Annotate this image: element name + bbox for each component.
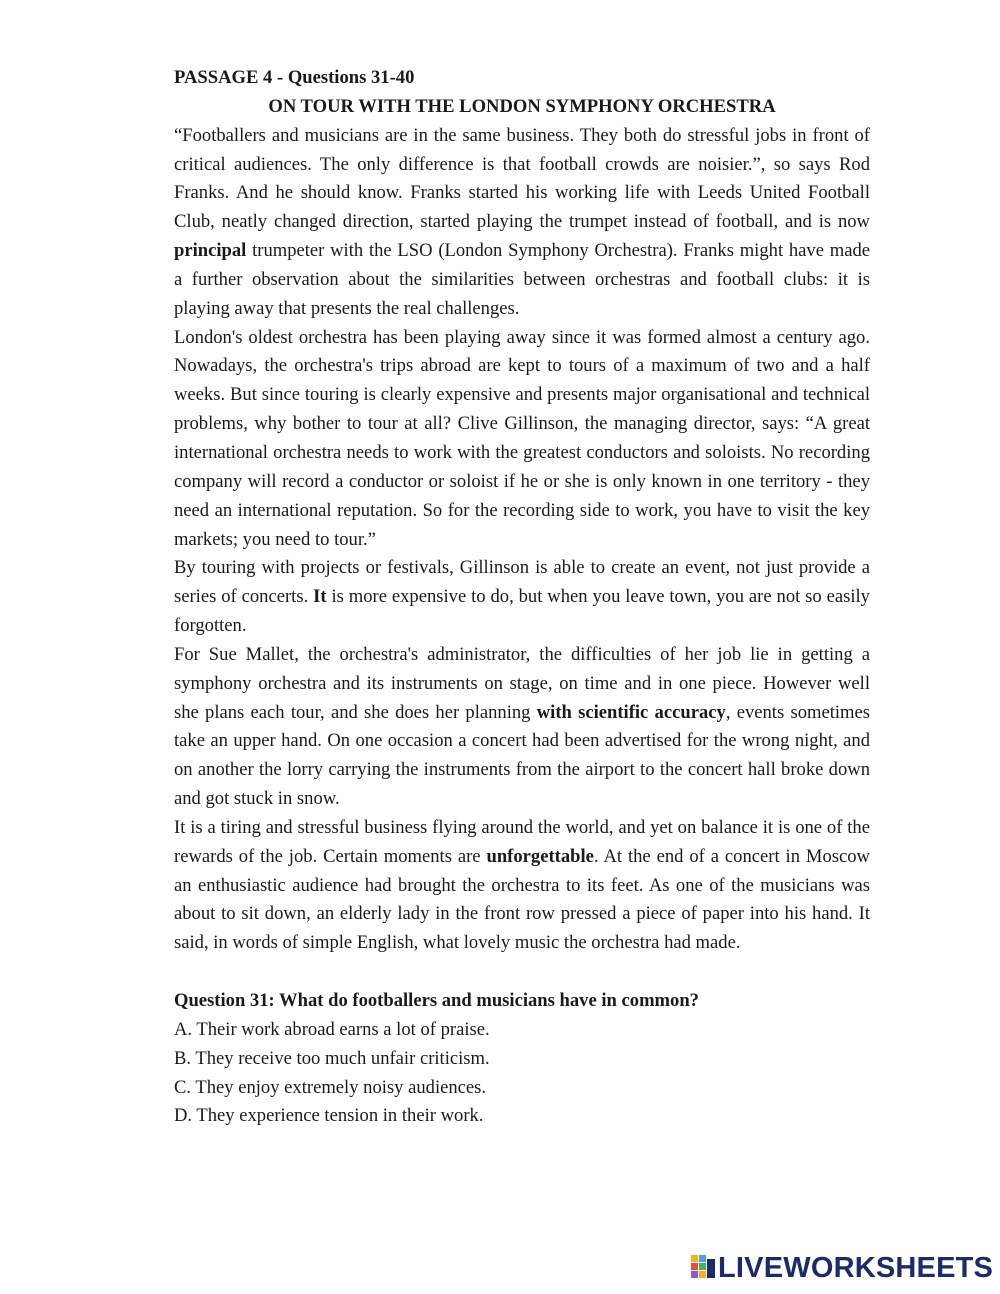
question-31: Question 31: What do footballers and musicians have in common? [174,990,699,1011]
option-b[interactable]: B. They receive too much unfair criticism. [174,1047,490,1069]
highlight-principal: principal [174,240,247,262]
paragraph-4-text-b: , events sometimes take an upper hand. On one occasion a concert had been advertised for the wrong night, and on another the lorry carrying the instruments from the airport to the concert hall broke down and got stuck in snow. [174,701,870,810]
liveworksheets-brand [690,1250,993,1286]
liveworksheets-logo-icon [690,1254,716,1282]
paragraph-1-text-a: “Footballers and musicians are in the same business. They both do stressful jobs in front of critical audiences. The only difference is that football crowds are noisier.”, so says Rod Franks. And he should know. Franks started his working life with Leeds United Football Club, neatly changed direction, started playing the trumpet instead of football, and is now [174,124,870,233]
paragraph-3 [174,554,870,641]
option-a[interactable]: A. Their work abroad earns a lot of praise. [174,1018,490,1040]
paragraph-5 [174,814,870,958]
paragraph-1 [174,122,870,324]
highlight-scientific-accuracy: with scientific accuracy [536,701,726,723]
option-c[interactable]: C. They enjoy extremely noisy audiences. [174,1076,487,1098]
paragraph-4-text-a: For Sue Mallet, the orchestra's administrator, the difficulties of her job lie in getting a symphony orchestra and its instruments on stage, on time and in one piece. However well she plans each tour, and she does her planning [174,643,870,723]
paragraph-3-text-a: By touring with projects or festivals, Gillinson is able to create an event, not just provide a series of concerts. [174,557,870,608]
paragraph-5-text-b: . At the end of a concert in Moscow an enthusiastic audience had brought the orchestra to its feet. As one of the musicians was about to sit down, an elderly lady in the front row pressed a piece of paper into his hand. It said, in words of simple English, what lovely music the orchestra had made. [174,845,870,954]
paragraph-5-text-a: It is a tiring and stressful business flying around the world, and yet on balance it is one of the rewards of the job. Certain moments are [174,816,870,867]
passage-title: ON TOUR WITH THE LONDON SYMPHONY ORCHESTRA [268,95,776,117]
worksheet-page [174,64,870,1131]
paragraph-3-text-b: is more expensive to do, but when you leave town, you are not so easily forgotten. [174,586,870,637]
highlight-it: It [313,586,327,608]
highlight-unforgettable: unforgettable [486,845,594,867]
paragraph-1-text-b: trumpeter with the LSO (London Symphony Orchestra). Franks might have made a further observation about the similarities between orchestras and football clubs: it is playing away that presents the real challenges. [174,240,870,319]
paragraph-4 [174,641,870,814]
option-d[interactable]: D. They experience tension in their work. [174,1105,484,1127]
paragraph-2: London's oldest orchestra has been playing away since it was formed almost a century ago. Nowadays, the orchestra's trips abroad are kept to tours of a maximum of two and a half weeks. But since touring is clearly expensive and presents major organisational and technical problems, why bother to tour at all? Clive Gillinson, the managing director, says: “A great international orchestra needs to work with the greatest conductors and soloists. No recording company will record a conductor or soloist if he or she is only known in one territory - they need an international reputation. So for the recording side to work, you have to visit the key markets; you need to tour.” [174,326,870,550]
passage-label: PASSAGE 4 - Questions 31-40 [174,67,415,88]
liveworksheets-wordmark: LIVEWORKSHEETS [718,1251,994,1284]
